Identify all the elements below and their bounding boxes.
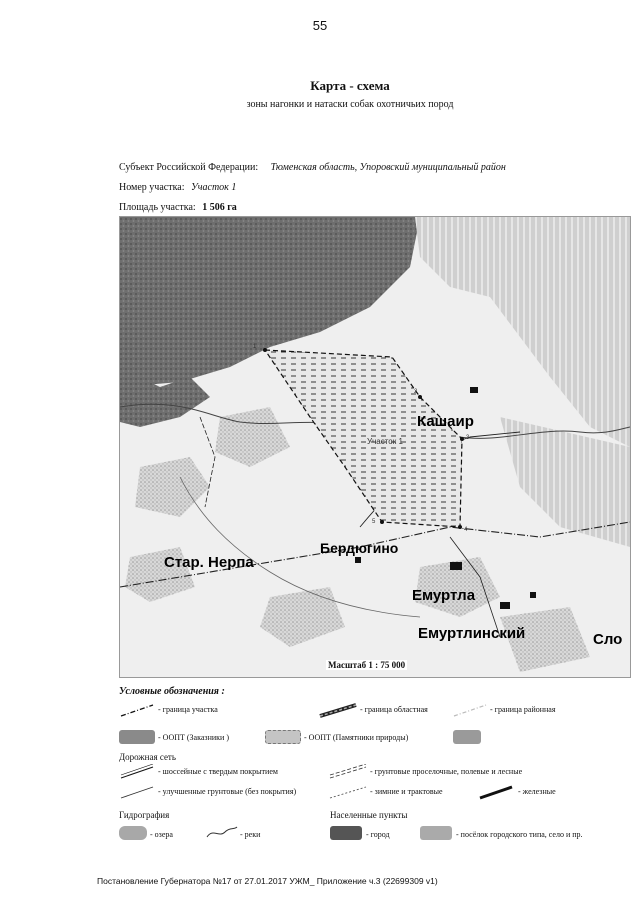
subject-value: Тюменская область, Упоровский муниципальный район xyxy=(270,162,506,173)
map-scale: Масштаб 1 : 75 000 xyxy=(328,660,406,670)
place-slo: Сло xyxy=(593,631,623,648)
point-label-5: 5 xyxy=(372,519,376,525)
legend-oblast-boundary: - граница областная xyxy=(360,705,428,714)
road-network-heading: Дорожная сеть xyxy=(119,752,176,762)
paved-highway-symbol xyxy=(119,764,155,780)
legend-oopt-reserve: - ООПТ (Заказники ) xyxy=(158,733,229,742)
legend-title: Условные обозначения : xyxy=(119,686,225,697)
rivers-symbol xyxy=(205,824,239,840)
place-star-nerpa: Стар. Нерпа xyxy=(164,554,254,571)
page-number: 55 xyxy=(312,18,328,33)
point-label-4: 4 xyxy=(464,527,468,533)
legend-district-boundary: - граница районная xyxy=(490,705,556,714)
improved-dirt-symbol xyxy=(119,784,155,800)
map xyxy=(119,216,631,678)
oopt-reserve-swatch xyxy=(119,730,155,744)
plot-number-row xyxy=(119,182,236,193)
lakes-swatch xyxy=(119,826,147,840)
legend-plot-boundary: - граница участка xyxy=(158,705,218,714)
map-canvas xyxy=(120,217,630,677)
legend-railway: - железные xyxy=(518,787,556,796)
area-value: 1 506 га xyxy=(202,202,237,213)
oopt-monument-swatch xyxy=(265,730,301,744)
village-swatch xyxy=(420,826,452,840)
hydrography-heading: Гидрография xyxy=(119,810,170,820)
legend-dirt-roads: - грунтовые проселочные, полевые и лесные xyxy=(370,767,523,776)
subject-label: Субъект Российской Федерации: xyxy=(119,162,259,173)
place-emurtla: Емуртла xyxy=(412,587,476,604)
railway-symbol xyxy=(478,784,514,800)
city-swatch xyxy=(330,826,362,840)
legend-oopt-monument: - ООПТ (Памятники природы) xyxy=(304,733,409,742)
point-label-2: 2 xyxy=(414,389,418,395)
legend-city: - город xyxy=(366,830,390,839)
plot-number-label: Номер участка: xyxy=(119,182,185,193)
plot-boundary-symbol xyxy=(119,702,155,718)
area-row xyxy=(119,202,237,213)
place-kashair: Кашаир xyxy=(417,413,474,430)
district-boundary-symbol xyxy=(452,702,488,718)
legend-winter-roads: - зимние и трактовые xyxy=(370,787,443,796)
place-berdyugino: Бердюгино xyxy=(320,540,399,556)
place-emurtlinsky: Емуртлинский xyxy=(418,625,526,642)
winter-roads-symbol xyxy=(328,784,368,800)
oblast-boundary-symbol xyxy=(318,702,358,718)
footer: Постановление Губернатора №17 от 27.01.2017 УЖМ_ Приложение ч.3 (22699309 v1) xyxy=(97,876,438,886)
legend-rivers: - реки xyxy=(240,830,261,839)
legend-lakes: - озера xyxy=(150,830,173,839)
point-label-1: 1 xyxy=(253,344,257,350)
legend-village: - посёлок городского типа, село и пр. xyxy=(456,830,583,839)
plot-number-value: Участок 1 xyxy=(191,182,237,193)
grey-area-swatch xyxy=(453,730,481,744)
dirt-roads-symbol xyxy=(328,764,368,780)
settlements-heading: Населенные пункты xyxy=(330,810,408,820)
legend-paved-highway: - шоссейные с твердым покрытием xyxy=(158,767,278,776)
area-label: Площадь участка: xyxy=(119,202,196,213)
legend-improved-dirt: - улучшенные грунтовые (без покрытия) xyxy=(158,787,297,796)
plot-label: Участок 1 xyxy=(367,437,403,446)
subject-row xyxy=(119,162,506,173)
point-label-3: 3 xyxy=(466,435,470,441)
page-subtitle: зоны нагонки и натаски собак охотничьих пород xyxy=(246,99,454,110)
page-title: Карта - схема xyxy=(310,78,390,93)
